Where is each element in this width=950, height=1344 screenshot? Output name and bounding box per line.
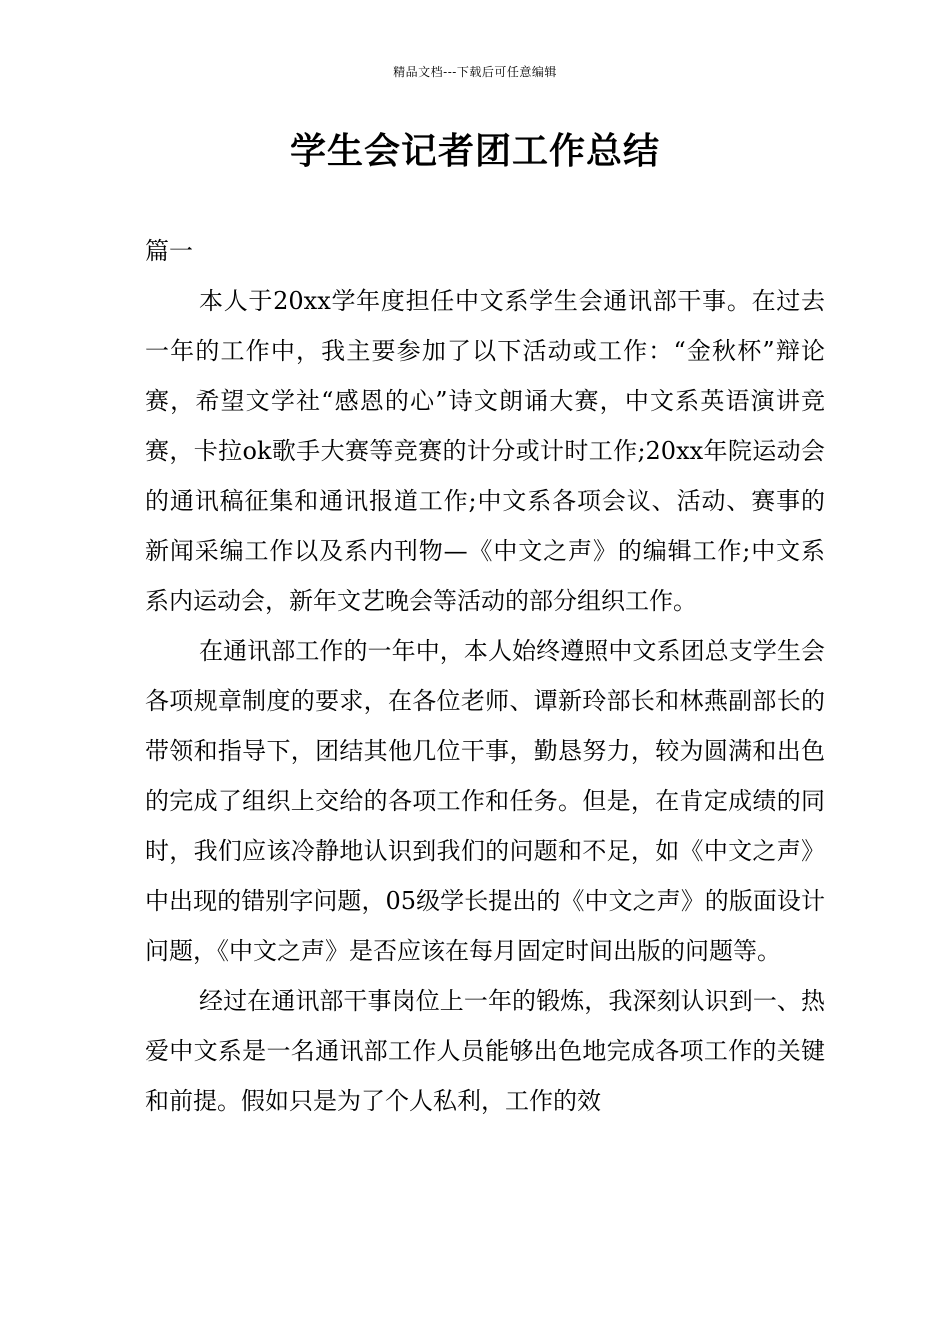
document-title: 学生会记者团工作总结 [289, 131, 660, 172]
section-label: 篇一 [145, 237, 193, 265]
page-header: 精品文档---下载后可任意编辑 [393, 65, 557, 79]
paragraph-1: 本人于20xx学年度担任中文系学生会通讯部干事。在过去一年的工作中，我主要参加了以下活动或工作：“金秋杯”辩论赛，希望文学社“感恩的心”诗文朗诵大赛，中文系英语演讲竞赛，卡拉ok歌手大赛等竞赛的计分或计时工作;20xx年院运动会的通讯稿征集和通讯报道工作;中文系各项会议、活动、赛事的新闻采编工作以及系内刊物—《中文之声》的编辑工作;中文系系内运动会，新年文艺晚会等活动的部分组织工作。 [145, 287, 825, 615]
paragraph-3: 经过在通讯部干事岗位上一年的锻炼，我深刻认识到一、热爱中文系是一名通讯部工作人员能够出色地完成各项工作的关键和前提。假如只是为了个人私利，工作的效 [145, 987, 825, 1115]
paragraph-2: 在通讯部工作的一年中，本人始终遵照中文系团总支学生会各项规章制度的要求，在各位老师、谭新玲部长和林燕副部长的带领和指导下，团结其他几位干事，勤恳努力，较为圆满和出色的完成了组织上交给的各项工作和任务。但是，在肯定成绩的同时，我们应该冷静地认识到我们的问题和不足，如《中文之声》中出现的错别字问题，05级学长提出的《中文之声》的版面设计问题，《中文之声》是否应该在每月固定时间出版的问题等。 [145, 637, 825, 965]
document-body [145, 226, 825, 1126]
